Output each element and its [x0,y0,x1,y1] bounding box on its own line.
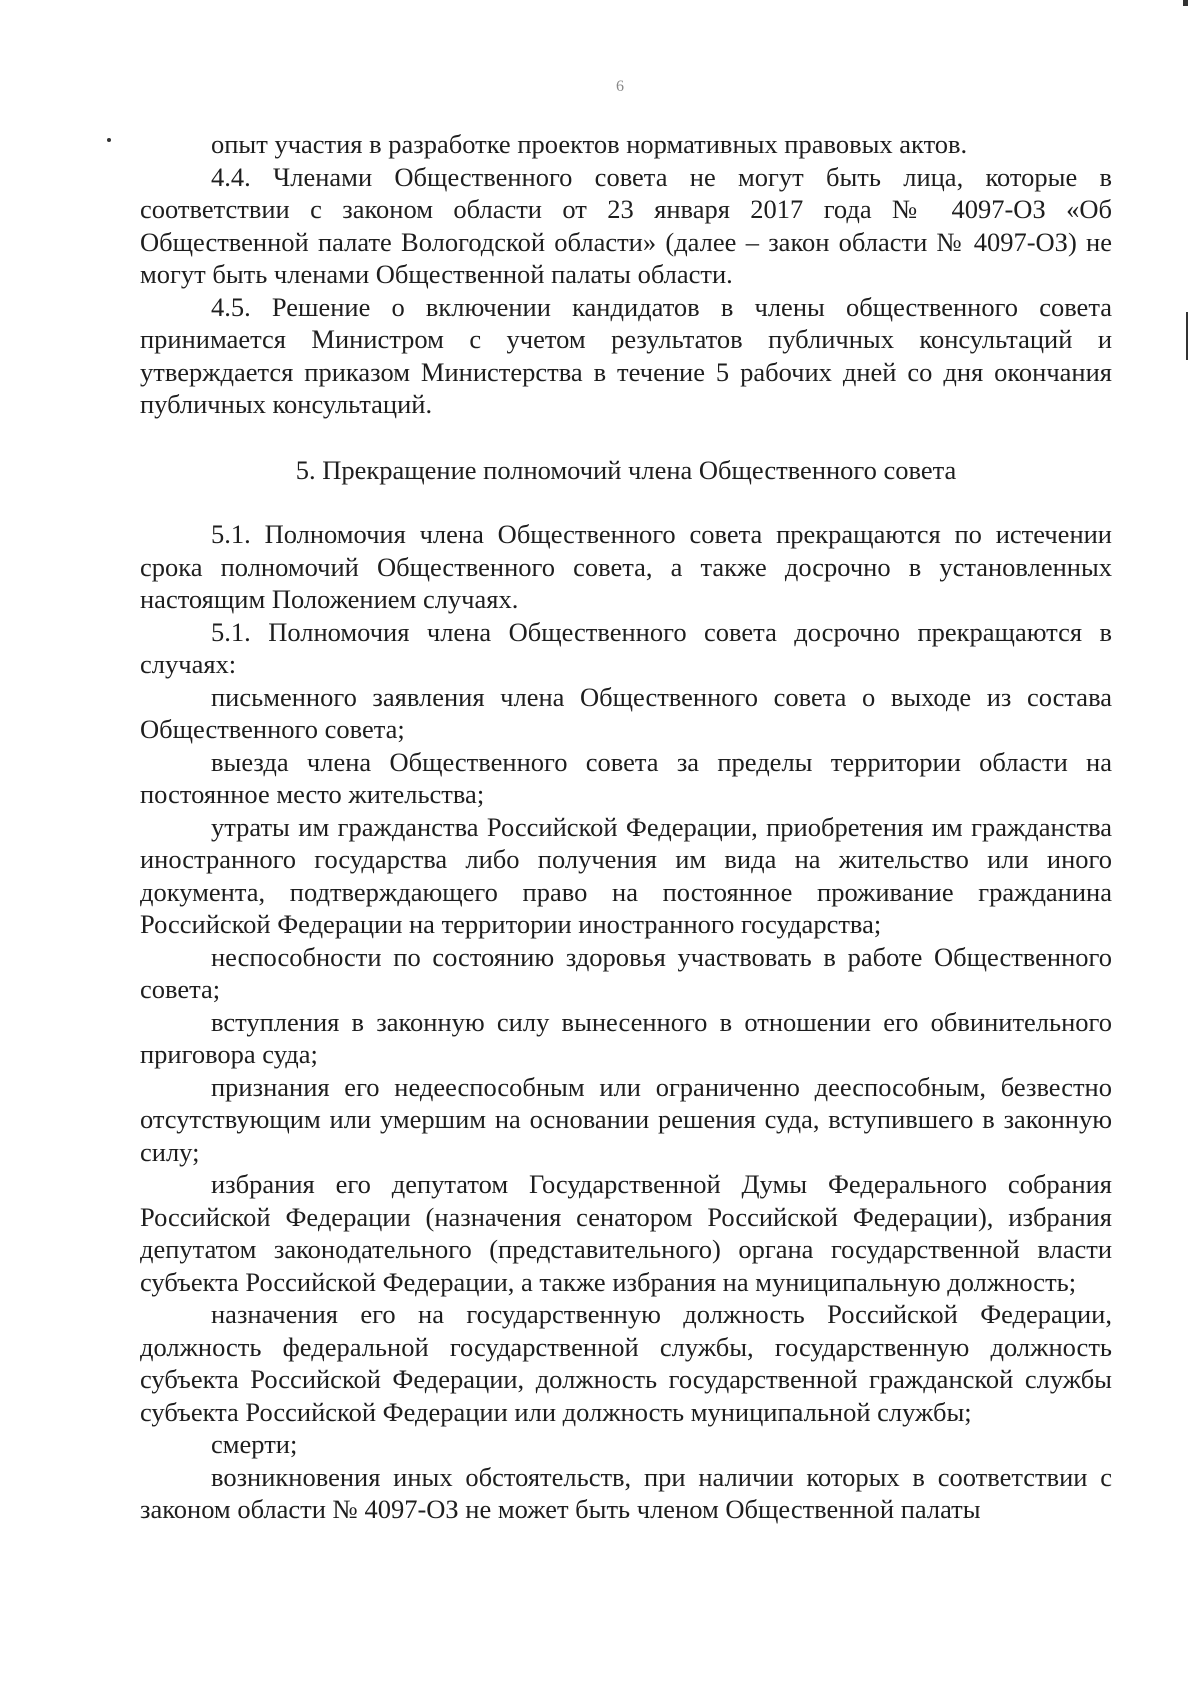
paragraph: 4.4. Членами Общественного совета не могут быть лица, которые в соответствии с законом области от 23 января 2017 года № 4097-ОЗ «Об Общественной палате Вологодской области» (далее – закон области № 4097-ОЗ) не могут быть членами Общественной палаты области. [140,161,1112,289]
list-item: выезда члена Общественного совета за пределы территории области на постоянное место жительства; [140,746,1112,809]
list-item: смерти; [211,1429,298,1459]
list-item: вступления в законную силу вынесенного в отношении его обвинительного приговора суда; [140,1006,1112,1069]
page-number: 6 [616,78,624,95]
bullet-dot [107,138,111,142]
list-item: утраты им гражданства Российской Федерации, приобретения им гражданства иностранного государства либо получения им вида на жительство или иного документа, подтверждающего право на постоянное проживание гражданина Российской Федерации на территории иностранного государства; [140,811,1112,939]
scan-mark [1186,312,1188,360]
list-item: избрания его депутатом Государственной Думы Федерального собрания Российской Федерации (назначения сенатором Российской Федерации), избрания депутатом законодательного (представительного) органа государственной власти субъекта Российской Федерации, а также избрания на муниципальную должность; [140,1169,1112,1297]
paragraph: 5.1. Полномочия члена Общественного совета досрочно прекращаются в случаях: [140,616,1112,679]
paragraph [140,128,1112,161]
scan-mark [1183,0,1188,6]
section-heading: 5. Прекращение полномочий члена Общественного совета [295,454,957,485]
list-item: признания его недееспособным или ограниченно дееспособным, безвестно отсутствующим или умершим на основании решения суда, вступившего в законную силу; [140,1071,1112,1167]
list-item: возникновения иных обстоятельств, при наличии которых в соответствии с законом области № 4097-ОЗ не может быть членом Общественной палаты [140,1461,1112,1524]
paragraph: 5.1. Полномочия члена Общественного совета прекращаются по истечении срока полномочий Общественного совета, а также досрочно в установленных настоящим Положением случаях. [140,519,1112,614]
list-item: назначения его на государственную должность Российской Федерации, должность федеральной государственной службы, государственную должность субъекта Российской Федерации, должность государственной гражданской службы субъекта Российской Федерации или должность муниципальной службы; [140,1299,1112,1427]
document-body [140,128,1112,1526]
paragraph: 4.5. Решение о включении кандидатов в члены общественного совета принимается Министром с учетом результатов публичных консультаций и утверждается приказом Министерства в течение 5 рабочих дней со дня окончания публичных консультаций. [140,291,1112,419]
list-item: письменного заявления члена Общественного совета о выходе из состава Общественного совета; [140,681,1112,744]
paragraph-text: опыт участия в разработке проектов нормативных правовых актов. [211,129,968,159]
list-item: неспособности по состоянию здоровья участвовать в работе Общественного совета; [140,941,1112,1004]
